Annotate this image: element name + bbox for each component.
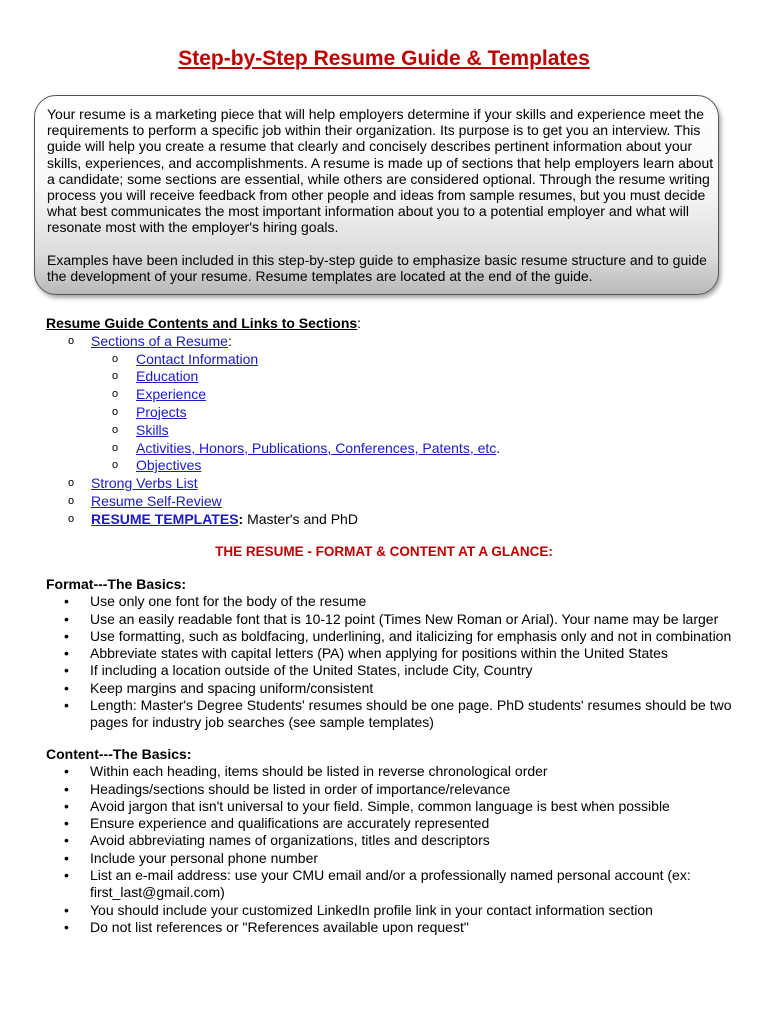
list-item	[46, 440, 746, 458]
strong-verbs-link[interactable]: Strong Verbs List	[91, 475, 198, 492]
list-item	[46, 902, 736, 919]
content-item-text: List an e-mail address: use your CMU email and/or a professionally named personal account (ex: first_last@gmail.com)	[90, 867, 691, 901]
circle-bullet-icon: o	[112, 441, 119, 454]
format-item-text: Length: Master's Degree Students' resumes should be one page. PhD students' resumes should be two pages for industry job searches (see sample templates)	[90, 697, 732, 731]
list-item	[46, 333, 746, 351]
list-item	[46, 919, 736, 936]
circle-bullet-icon: o	[112, 423, 119, 436]
bullet-icon: •	[64, 867, 69, 884]
format-list	[46, 593, 736, 731]
objectives-link[interactable]: Objectives	[136, 457, 202, 474]
page-title: Step-by-Step Resume Guide & Templates	[178, 47, 590, 70]
templates-note: Master's and PhD	[243, 510, 358, 527]
bullet-icon: •	[64, 815, 69, 832]
bullet-icon: •	[64, 918, 69, 935]
list-item	[46, 404, 746, 422]
format-item-text: Use formatting, such as boldfacing, underlining, and italicizing for emphasis only and not in combination	[90, 627, 732, 644]
bullet-icon: •	[64, 593, 69, 610]
bullet-icon: •	[64, 763, 69, 780]
format-section	[46, 576, 736, 732]
list-item	[46, 368, 746, 386]
list-item	[46, 781, 736, 798]
list-item	[46, 593, 736, 610]
circle-bullet-icon: o	[112, 459, 119, 472]
list-item	[46, 798, 736, 815]
bullet-icon: •	[64, 697, 69, 714]
intro-box	[34, 95, 719, 295]
list-item	[46, 680, 736, 697]
sections-colon: :	[227, 332, 232, 349]
projects-link[interactable]: Projects	[136, 403, 187, 420]
intro-paragraph-2: Examples have been included in this step-by-step guide to emphasize basic resume structure and to guide the development of your resume. Resume templates are located at the end of the guide.	[47, 251, 707, 284]
bullet-icon: •	[64, 797, 69, 814]
bullet-icon: •	[64, 627, 69, 644]
format-item-text: Use an easily readable font that is 10-12 point (Times New Roman or Arial). Your name may be larger	[90, 610, 719, 627]
list-item	[46, 832, 736, 849]
list-item	[46, 867, 736, 902]
contact-information-link[interactable]: Contact Information	[136, 350, 259, 367]
education-link[interactable]: Education	[136, 368, 199, 385]
format-item-text: Keep margins and spacing uniform/consistent	[90, 679, 374, 696]
content-item-text: Do not list references or "References available upon request"	[90, 918, 469, 935]
circle-bullet-icon: o	[68, 477, 75, 490]
intro-paragraph-1: Your resume is a marketing piece that will help employers determine if your skills and experience meet the requirements to perform a specific job within their organization. Its purpose is to get you an interview. This guide will help you create a resume that clearly and concisely describes pertinent information about your skills, experiences, and accomplishments. A resume is made up of sections that help employers learn about a candidate; some sections are essential, while others are considered optional. Through the resume writing process you will receive feedback from other people and ideas from sample resumes, but you must decide what best communicates the most important information about you to a potential employer and what will resonate most with the employer's hiring goals.	[47, 106, 714, 236]
content-item-text: Avoid jargon that isn't universal to your field. Simple, common language is best when possible	[90, 797, 670, 814]
circle-bullet-icon: o	[112, 370, 119, 383]
list-item	[46, 850, 736, 867]
list-item	[46, 611, 736, 628]
resume-templates-link[interactable]: RESUME TEMPLATES	[91, 510, 239, 527]
content-heading: Content---The Basics:	[46, 746, 192, 762]
list-item	[46, 351, 746, 369]
content-item-text: Include your personal phone number	[90, 849, 319, 866]
experience-link[interactable]: Experience	[136, 386, 207, 403]
list-item	[46, 645, 736, 662]
bullet-icon: •	[64, 780, 69, 797]
content-item-text: Avoid abbreviating names of organizations, titles and descriptors	[90, 832, 490, 849]
format-heading: Format---The Basics:	[46, 576, 187, 592]
circle-bullet-icon: o	[68, 512, 75, 525]
circle-bullet-icon: o	[112, 352, 119, 365]
list-item	[46, 493, 746, 511]
content-item-text: You should include your customized LinkedIn profile link in your contact information section	[90, 901, 653, 918]
content-list	[46, 763, 736, 936]
content-item-text: Within each heading, items should be listed in reverse chronological order	[90, 763, 548, 780]
bullet-icon: •	[64, 832, 69, 849]
list-item	[46, 475, 746, 493]
contents-list	[46, 333, 746, 529]
circle-bullet-icon: o	[68, 334, 75, 347]
list-item	[46, 662, 736, 679]
content-section	[46, 746, 736, 936]
skills-link[interactable]: Skills	[136, 421, 169, 438]
sections-of-a-resume-link[interactable]: Sections of a Resume	[91, 332, 228, 349]
list-item	[46, 511, 746, 529]
contents-heading-colon: :	[357, 315, 362, 331]
table-of-contents	[46, 315, 746, 529]
list-item	[46, 763, 736, 780]
templates-colon: :	[238, 510, 244, 527]
activities-period: .	[496, 439, 501, 456]
list-item	[46, 422, 746, 440]
activities-link[interactable]: Activities, Honors, Publications, Conferences, Patents, etc	[136, 439, 497, 456]
bullet-icon: •	[64, 610, 69, 627]
bullet-icon: •	[64, 645, 69, 662]
bullet-icon: •	[64, 901, 69, 918]
content-item-text: Ensure experience and qualifications are accurately represented	[90, 815, 490, 832]
contents-heading-line	[46, 315, 746, 333]
list-item	[46, 386, 746, 404]
format-item-text: Abbreviate states with capital letters (PA) when applying for positions within the United States	[90, 645, 668, 662]
self-review-link[interactable]: Resume Self-Review	[91, 492, 222, 509]
list-item	[46, 697, 736, 732]
bullet-icon: •	[64, 679, 69, 696]
content-item-text: Headings/sections should be listed in order of importance/relevance	[90, 780, 511, 797]
list-item	[46, 815, 736, 832]
list-item	[46, 457, 746, 475]
contents-heading: Resume Guide Contents and Links to Sections	[46, 315, 358, 331]
circle-bullet-icon: o	[112, 405, 119, 418]
format-item-text: If including a location outside of the United States, include City, Country	[90, 662, 533, 679]
circle-bullet-icon: o	[68, 494, 75, 507]
list-item	[46, 628, 736, 645]
glance-heading: THE RESUME - FORMAT & CONTENT AT A GLANCE:	[215, 544, 553, 559]
circle-bullet-icon: o	[112, 388, 119, 401]
bullet-icon: •	[64, 849, 69, 866]
bullet-icon: •	[64, 662, 69, 679]
format-item-text: Use only one font for the body of the resume	[90, 593, 367, 610]
